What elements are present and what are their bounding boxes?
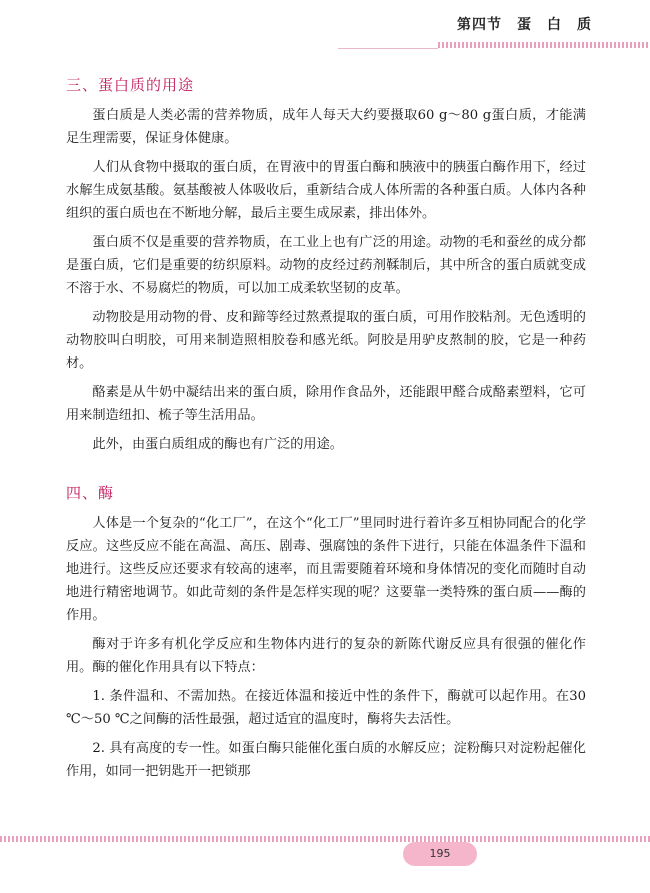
header-thin-rule bbox=[338, 48, 438, 49]
paragraph: 此外，由蛋白质组成的酶也有广泛的用途。 bbox=[92, 437, 343, 452]
header-dotted-rule bbox=[438, 42, 650, 48]
section-body-enzymes bbox=[66, 512, 586, 789]
paragraph: 人们从食物中摄取的蛋白质，在胃液中的胃蛋白酶和胰液中的胰蛋白酶作用下，经过水解生成氨基酸。氨基酸被人体吸收后，重新结合成人体所需的各种蛋白质。人体内各种组织的蛋白质也在不断地分解，最后主要生成尿素，排出体外。 bbox=[66, 160, 586, 221]
paragraph: 酶对于许多有机化学反应和生物体内进行的复杂的新陈代谢反应具有很强的催化作用。酶的催化作用具有以下特点： bbox=[66, 637, 586, 675]
chapter-section-title: 第四节 蛋 白 质 bbox=[457, 17, 592, 33]
paragraph: 1. 条件温和、不需加热。在接近体温和接近中性的条件下，酶就可以起作用。在30 ℃～50 ℃之间酶的活性最强，超过适宜的温度时，酶将失去活性。 bbox=[66, 689, 586, 727]
paragraph: 蛋白质不仅是重要的营养物质，在工业上也有广泛的用途。动物的毛和蚕丝的成分都是蛋白质，它们是重要的纺织原料。动物的皮经过药剂鞣制后，其中所含的蛋白质就变成不溶于水、不易腐烂的物质，可以加工成柔软坚韧的皮革。 bbox=[66, 235, 586, 296]
section-heading-enzymes: 四、酶 bbox=[66, 484, 115, 502]
paragraph: 人体是一个复杂的“化工厂”，在这个“化工厂”里同时进行着许多互相协同配合的化学反应。这些反应不能在高温、高压、剧毒、强腐蚀的条件下进行，只能在体温条件下温和地进行。这些反应还要求有较高的速率，而且需要随着环境和身体情况的变化而随时自动地进行精密地调节。如此苛刻的条件是怎样实现的呢？这要靠一类特殊的蛋白质——酶的作用。 bbox=[66, 516, 586, 623]
section-body-protein-uses bbox=[66, 104, 586, 462]
paragraph: 酪素是从牛奶中凝结出来的蛋白质，除用作食品外，还能跟甲醛合成酪素塑料，它可用来制造纽扣、梳子等生活用品。 bbox=[66, 385, 586, 423]
page-number-badge: 195 bbox=[403, 842, 477, 866]
paragraph: 蛋白质是人类必需的营养物质，成年人每天大约要摄取60 g～80 g蛋白质，才能满足生理需要，保证身体健康。 bbox=[66, 108, 586, 146]
section-heading-protein-uses: 三、蛋白质的用途 bbox=[66, 76, 195, 94]
footer-dotted-rule bbox=[0, 836, 650, 842]
paragraph: 动物胶是用动物的骨、皮和蹄等经过熬煮提取的蛋白质，可用作胶粘剂。无色透明的动物胶叫白明胶，可用来制造照相胶卷和感光纸。阿胶是用驴皮熬制的胶，它是一种药材。 bbox=[66, 310, 586, 371]
paragraph: 2. 具有高度的专一性。如蛋白酶只能催化蛋白质的水解反应；淀粉酶只对淀粉起催化作用，如同一把钥匙开一把锁那 bbox=[66, 741, 586, 779]
